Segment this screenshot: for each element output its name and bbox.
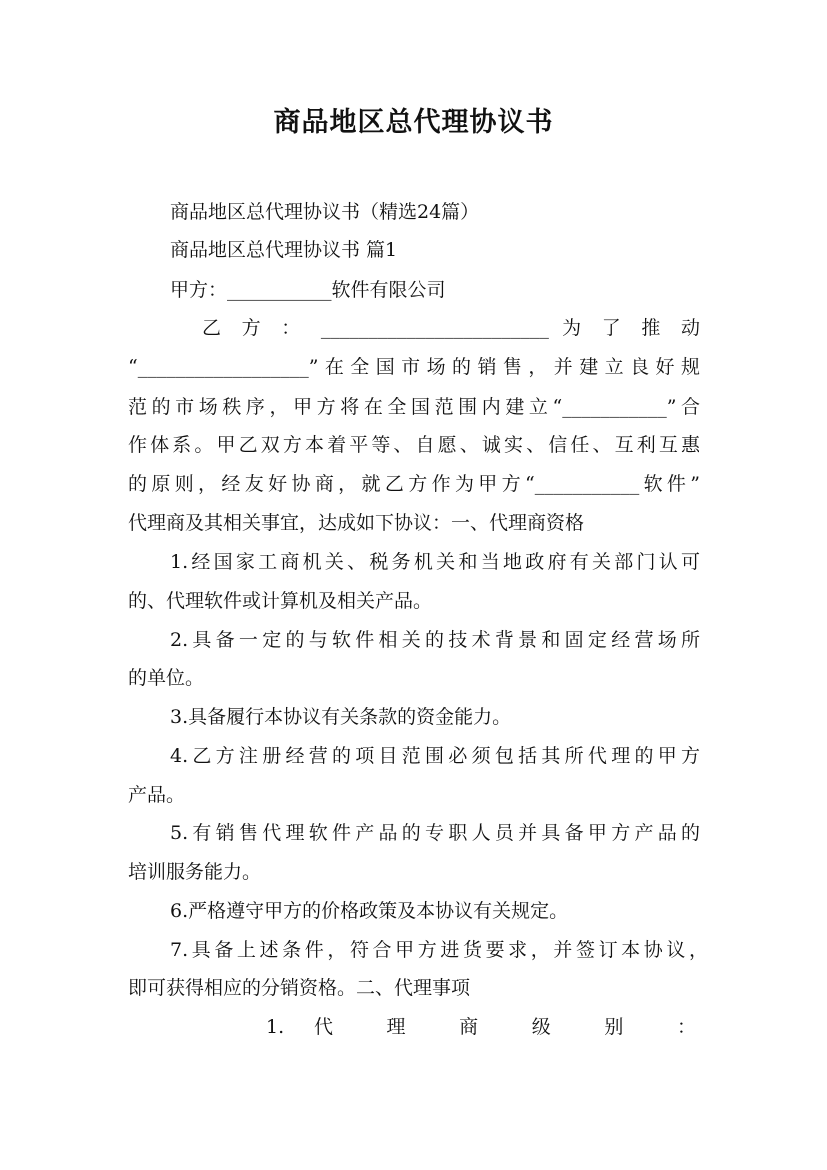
clause-6: 6.严格遵守甲方的价格政策及本协议有关规定。 xyxy=(170,900,569,922)
document-title: 商品地区总代理协议书 xyxy=(273,107,554,138)
party-a-line: 甲方：___________软件有限公司 xyxy=(170,279,446,301)
clause-2-cont: 的单位。 xyxy=(128,667,205,689)
paragraph-line: 作体系。甲乙双方本着平等、自愿、诚实、信任、互利互惠 xyxy=(128,434,700,456)
subtitle-line: 商品地区总代理协议书（精选24篇） xyxy=(170,201,480,223)
paragraph-line: “__________________”在全国市场的销售，并建立良好规 xyxy=(128,356,700,378)
clause-5: 5.有销售代理软件产品的专职人员并具备甲方产品的 xyxy=(170,822,700,844)
clause-5-cont: 培训服务能力。 xyxy=(128,861,262,883)
clause-7-cont: 即可获得相应的分销资格。二、代理事项 xyxy=(128,977,471,999)
clause-4: 4.乙方注册经营的项目范围必须包括其所代理的甲方 xyxy=(170,745,700,767)
clause-7: 7.具备上述条件，符合甲方进货要求，并签订本协议， xyxy=(170,939,708,961)
clause-1: 1.经国家工商机关、税务机关和当地政府有关部门认可 xyxy=(170,551,700,573)
party-b-line: 乙 方 ： ________________________ 为 了 推 动 xyxy=(202,317,700,339)
paragraph-line: 代理商及其相关事宜，达成如下协议：一、代理商资格 xyxy=(128,512,585,534)
paragraph-line: 范的市场秩序，甲方将在全国范围内建立“___________”合 xyxy=(128,396,700,418)
clause-2: 2.具备一定的与软件相关的技术背景和固定经营场所 xyxy=(170,629,700,651)
clause-1-cont: 的、代理软件或计算机及相关产品。 xyxy=(128,590,433,612)
agency-level-line: 1. 代 理 商 级 别 ： xyxy=(266,1016,696,1038)
clause-4-cont: 产品。 xyxy=(128,784,186,806)
clause-3: 3.具备履行本协议有关条款的资金能力。 xyxy=(170,706,512,728)
paragraph-line: 的原则，经友好协商，就乙方作为甲方“___________软件” xyxy=(128,473,700,495)
section-heading: 商品地区总代理协议书 篇1 xyxy=(170,239,398,261)
